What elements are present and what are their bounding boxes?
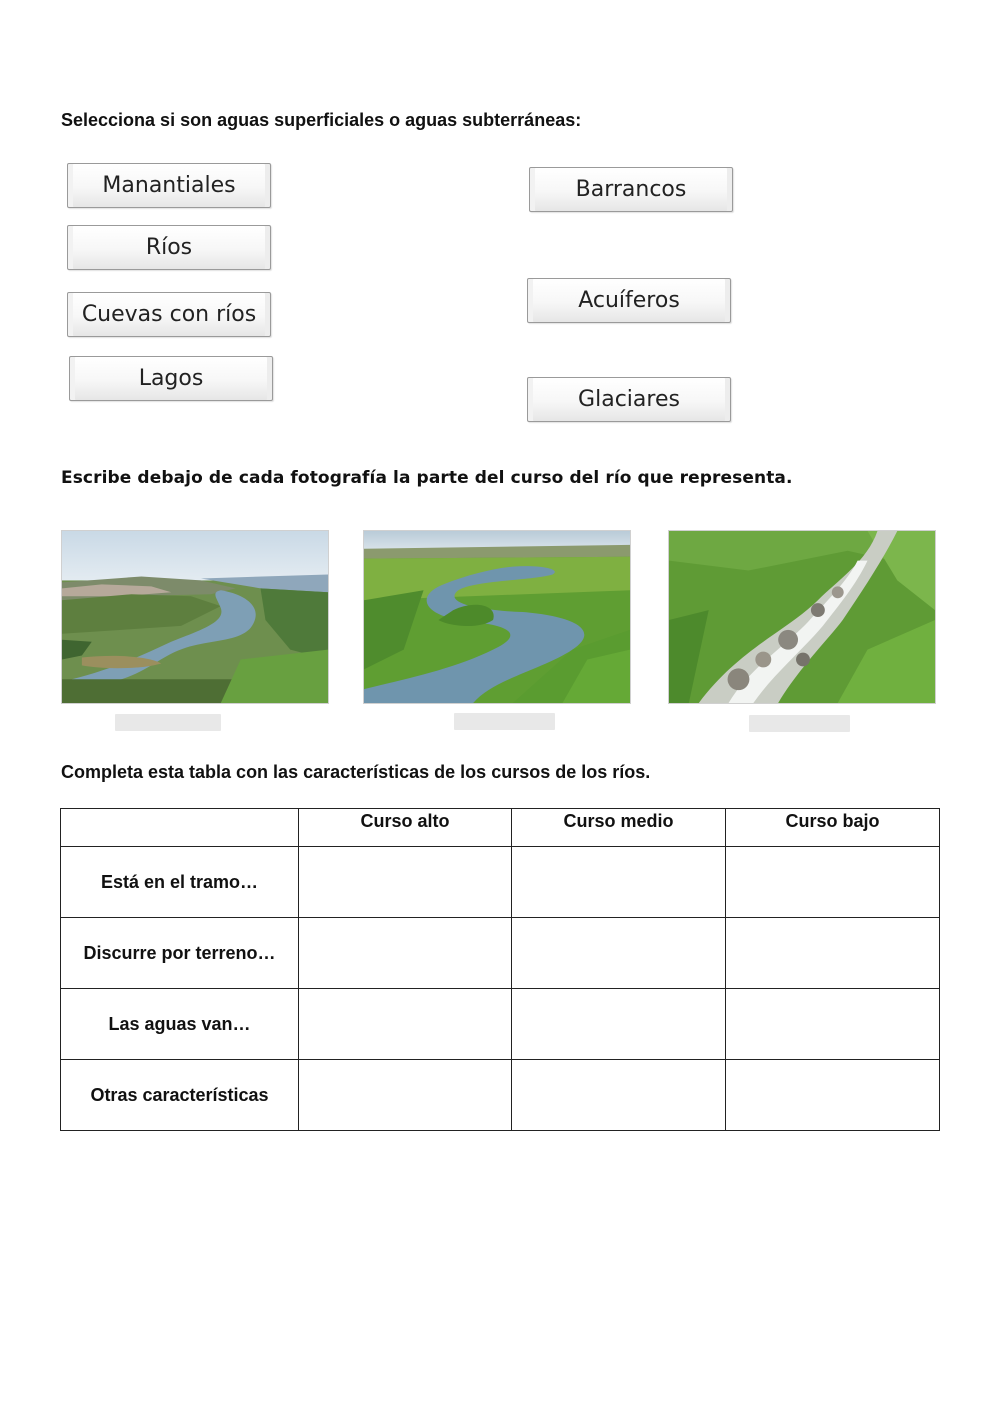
section-title-course-table: Completa esta tabla con las características de los cursos de los ríos. bbox=[61, 762, 651, 782]
word-button-acuiferos[interactable]: Acuíferos bbox=[527, 278, 731, 323]
table-cell-input[interactable] bbox=[299, 918, 512, 989]
table-cell-input[interactable] bbox=[299, 1060, 512, 1131]
answer-field-photo-1[interactable] bbox=[115, 714, 221, 731]
table-header-curso-medio: Curso medio bbox=[512, 809, 726, 847]
table-header-curso-alto: Curso alto bbox=[299, 809, 512, 847]
table-cell-input[interactable] bbox=[726, 989, 940, 1060]
river-course-table bbox=[60, 808, 940, 1131]
table-cell-input[interactable] bbox=[299, 847, 512, 918]
word-button-glaciares[interactable]: Glaciares bbox=[527, 377, 731, 422]
photo-river-meander bbox=[363, 530, 631, 704]
word-button-cuevas-con-rios[interactable]: Cuevas con ríos bbox=[67, 292, 271, 337]
row-label-otras: Otras características bbox=[61, 1060, 299, 1131]
table-cell-input[interactable] bbox=[726, 847, 940, 918]
table-cell-input[interactable] bbox=[512, 918, 726, 989]
word-button-manantiales[interactable]: Manantiales bbox=[67, 163, 271, 208]
word-button-lagos[interactable]: Lagos bbox=[69, 356, 273, 401]
table-cell-input[interactable] bbox=[726, 1060, 940, 1131]
table-row bbox=[61, 989, 940, 1060]
answer-field-photo-3[interactable] bbox=[749, 715, 850, 732]
word-button-rios[interactable]: Ríos bbox=[67, 225, 271, 270]
row-label-aguas: Las aguas van… bbox=[61, 989, 299, 1060]
table-cell-input[interactable] bbox=[512, 1060, 726, 1131]
word-button-barrancos[interactable]: Barrancos bbox=[529, 167, 733, 212]
table-cell-input[interactable] bbox=[299, 989, 512, 1060]
table-cell-input[interactable] bbox=[512, 989, 726, 1060]
table-row bbox=[61, 918, 940, 989]
table-cell-input[interactable] bbox=[726, 918, 940, 989]
photo-river-estuary bbox=[61, 530, 329, 704]
table-row bbox=[61, 847, 940, 918]
table-header-empty bbox=[61, 809, 299, 847]
row-label-tramo: Está en el tramo… bbox=[61, 847, 299, 918]
table-header-row bbox=[61, 809, 940, 847]
row-label-terreno: Discurre por terreno… bbox=[61, 918, 299, 989]
table-header-curso-bajo: Curso bajo bbox=[726, 809, 940, 847]
section-title-water-types: Selecciona si son aguas superficiales o aguas subterráneas: bbox=[61, 110, 582, 130]
answer-field-photo-2[interactable] bbox=[454, 713, 555, 730]
photo-mountain-stream bbox=[668, 530, 936, 704]
table-row bbox=[61, 1060, 940, 1131]
table-cell-input[interactable] bbox=[512, 847, 726, 918]
section-title-river-course-photos: Escribe debajo de cada fotografía la parte del curso del río que representa. bbox=[61, 468, 793, 488]
